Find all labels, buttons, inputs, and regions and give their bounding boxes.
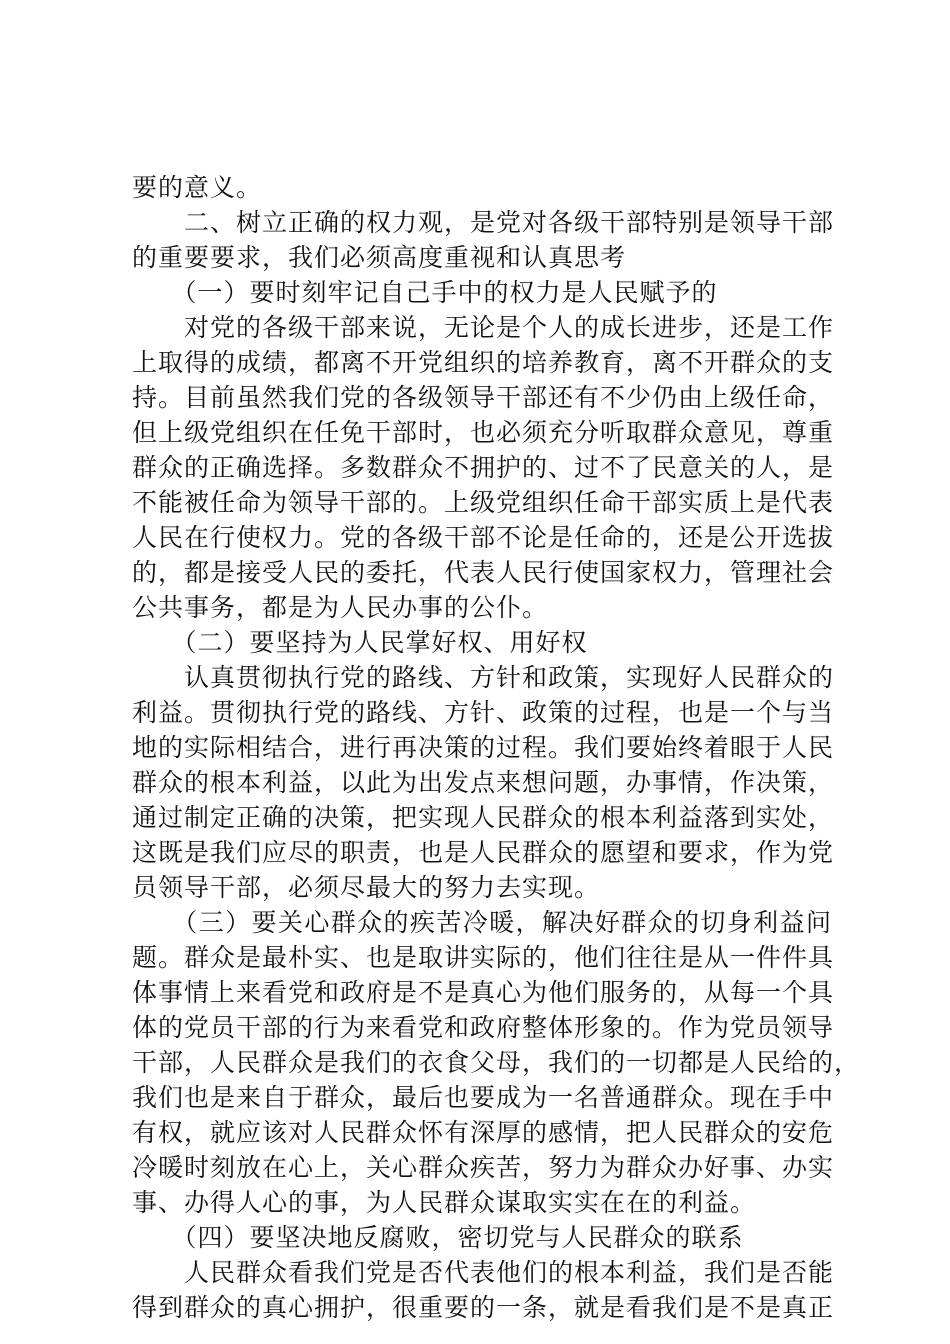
text-line: 体事情上来看党和政府是不是真心为他们服务的，从每一个具 bbox=[132, 978, 835, 1007]
text-line: 持。目前虽然我们党的各级领导干部还有不少仍由上级任命， bbox=[132, 383, 835, 412]
text-line: 人民群众看我们党是否代表他们的根本利益，我们是否能 bbox=[132, 1258, 835, 1287]
text-line: 群众的根本利益，以此为出发点来想问题，办事情，作决策， bbox=[132, 768, 835, 797]
text-line: 冷暖时刻放在心上，关心群众疾苦，努力为群众办好事、办实 bbox=[132, 1153, 835, 1182]
text-line: 题。群众是最朴实、也是取讲实际的，他们往往是从一件件具 bbox=[132, 943, 835, 972]
text-line: 人民在行使权力。党的各级干部不论是任命的，还是公开选拔 bbox=[132, 523, 835, 552]
section-heading-2: 二、树立正确的权力观，是党对各级干部特别是领导干部 bbox=[132, 208, 835, 237]
text-line: 不能被任命为领导干部的。上级党组织任命干部实质上是代表 bbox=[132, 488, 835, 517]
text-line: 但上级党组织在任免干部时，也必须充分听取群众意见，尊重 bbox=[132, 418, 835, 447]
subheading-3: （三）要关心群众的疾苦冷暖，解决好群众的切身利益问 bbox=[132, 908, 832, 937]
text-line: 群众的正确选择。多数群众不拥护的、过不了民意关的人，是 bbox=[132, 453, 835, 482]
text-line: 地的实际相结合，进行再决策的过程。我们要始终着眼于人民 bbox=[132, 733, 835, 762]
text-line: 认真贯彻执行党的路线、方针和政策，实现好人民群众的 bbox=[132, 663, 835, 692]
text-line: 我们也是来自于群众，最后也要成为一名普通群众。现在手中 bbox=[132, 1083, 835, 1112]
text-line: 通过制定正确的决策，把实现人民群众的根本利益落到实处， bbox=[132, 803, 835, 832]
text-line: 体的党员干部的行为来看党和政府整体形象的。作为党员领导 bbox=[132, 1013, 835, 1042]
text-line: 的，都是接受人民的委托，代表人民行使国家权力，管理社会 bbox=[132, 558, 835, 587]
text-line: 这既是我们应尽的职责，也是人民群众的愿望和要求，作为党 bbox=[132, 838, 835, 867]
subheading-4: （四）要坚决地反腐败，密切党与人民群众的联系 bbox=[132, 1223, 744, 1252]
subheading-2: （二）要坚持为人民掌好权、用好权 bbox=[132, 628, 588, 657]
text-line: 干部，人民群众是我们的衣食父母，我们的一切都是人民给的， bbox=[132, 1048, 861, 1077]
text-line: 要的意义。 bbox=[132, 173, 263, 202]
text-line: 有权，就应该对人民群众怀有深厚的感情，把人民群众的安危 bbox=[132, 1118, 835, 1147]
text-line: 员领导干部，必须尽最大的努力去实现。 bbox=[132, 873, 601, 902]
text-line: 对党的各级干部来说，无论是个人的成长进步，还是工作 bbox=[132, 313, 835, 342]
text-line: 上取得的成绩，都离不开党组织的培养教育，离不开群众的支 bbox=[132, 348, 835, 377]
text-line: 公共事务，都是为人民办事的公仆。 bbox=[132, 593, 549, 622]
text-line: 得到群众的真心拥护，很重要的一条，就是看我们是不是真正 bbox=[132, 1293, 835, 1322]
text-line: 事、办得人心的事，为人民群众谋取实实在在的利益。 bbox=[132, 1188, 757, 1217]
subheading-1: （一）要时刻牢记自己手中的权力是人民赋予的 bbox=[132, 278, 718, 307]
text-line: 利益。贯彻执行党的路线、方针、政策的过程，也是一个与当 bbox=[132, 698, 835, 727]
text-line: 的重要要求，我们必须高度重视和认真思考 bbox=[132, 243, 627, 272]
